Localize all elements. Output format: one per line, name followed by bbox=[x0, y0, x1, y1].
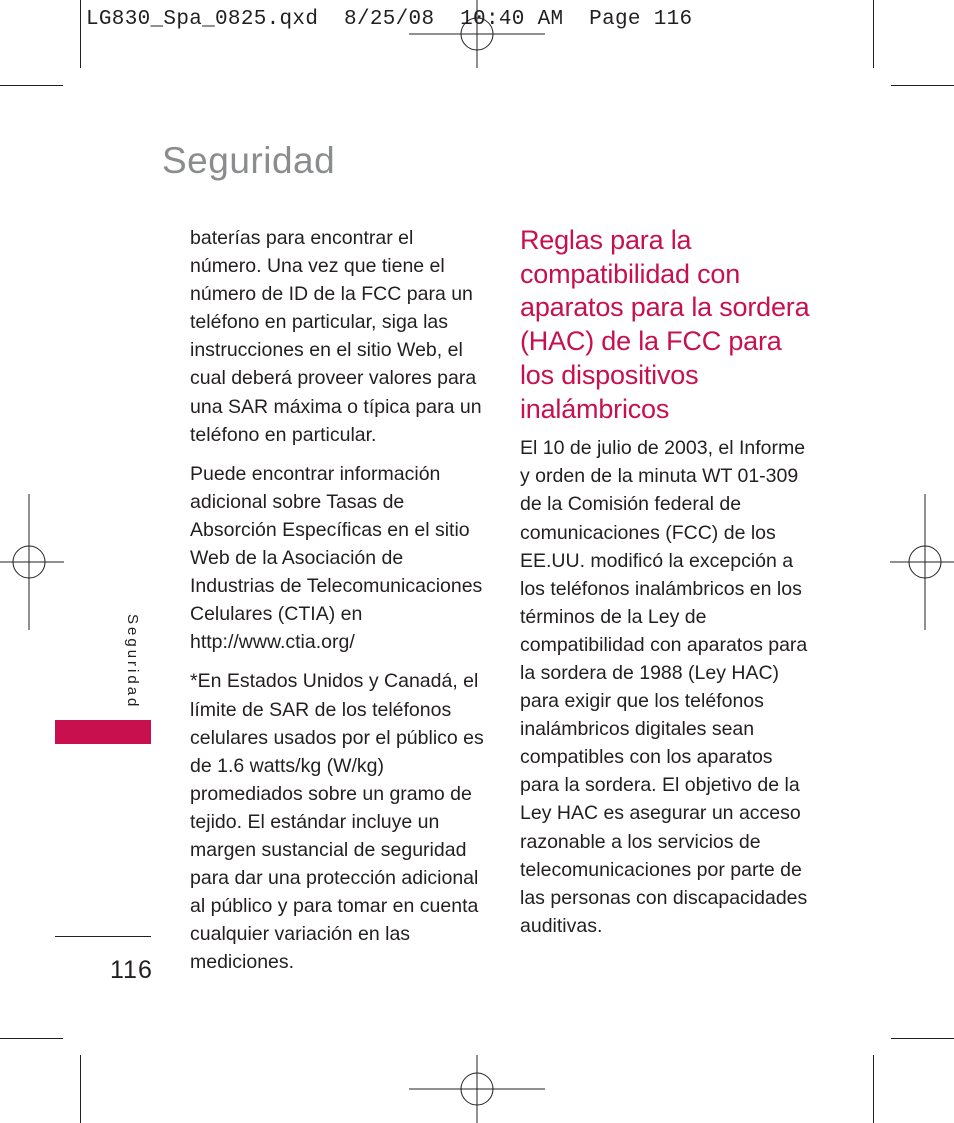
crop-mark bbox=[80, 1055, 81, 1123]
paragraph: *En Estados Unidos y Canadá, el límite de SAR de los teléfonos celulares usados por el público es de 1.6 watts/kg (W/kg) promediados sobre un gramo de tejido. El estándar incluye un margen sustancial de seguridad para dar una protección adicional al público y para tomar en cuenta cualquier variación en las mediciones. bbox=[190, 670, 484, 974]
paragraph: El 10 de julio de 2003, el Informe y orden de la minuta WT 01-309 de la Comisión federal de comunicaciones (FCC) de los EE.UU. modificó la excepción a los teléfonos inalámbricos en los términos de la Ley de compatibilidad con aparatos para la sordera de 1988 (Ley HAC) para exigir que los teléfonos inalámbricos digitales sean compatibles con los aparatos para la sordera. El objetivo de la Ley HAC es asegurar un acceso razonable a los servicios de telecomunicaciones por parte de las personas con discapacidades auditivas. bbox=[520, 437, 808, 937]
side-section-label: Seguridad bbox=[124, 614, 141, 710]
footer-rule bbox=[55, 936, 151, 937]
registration-mark-icon bbox=[409, 1055, 545, 1123]
section-heading: Reglas para la compatibilidad con aparatos para la sordera (HAC) de la FCC para los dispositivos inalámbricos bbox=[520, 225, 810, 424]
page-title: Seguridad bbox=[162, 140, 336, 181]
crop-mark bbox=[873, 0, 874, 68]
registration-mark-icon bbox=[409, 0, 545, 68]
print-slug: LG830_Spa_0825.qxd 8/25/08 10:40 AM Page 116 bbox=[86, 8, 693, 31]
registration-mark-icon bbox=[890, 494, 954, 630]
crop-mark bbox=[891, 1038, 954, 1039]
registration-mark-icon bbox=[0, 494, 64, 630]
paragraph: baterías para encontrar el número. Una vez que tiene el número de ID de la FCC para un teléfono en particular, siga las instrucciones en el sitio Web, el cual deberá proveer valores para una SAR máxima o típica para un teléfono en particular. bbox=[190, 227, 482, 446]
right-column bbox=[520, 224, 816, 951]
crop-mark bbox=[873, 1055, 874, 1123]
crop-mark bbox=[0, 85, 63, 86]
crop-mark bbox=[80, 0, 81, 68]
crop-mark bbox=[0, 1038, 63, 1039]
crop-mark bbox=[891, 85, 954, 86]
page-number: 116 bbox=[110, 956, 153, 984]
section-tab bbox=[55, 720, 151, 744]
paragraph: Puede encontrar información adicional sobre Tasas de Absorción Específicas en el sitio Web de la Asociación de Industrias de Telecomunicaciones Celulares (CTIA) en http://www.ctia.org/ bbox=[190, 462, 483, 654]
left-column bbox=[190, 224, 490, 987]
